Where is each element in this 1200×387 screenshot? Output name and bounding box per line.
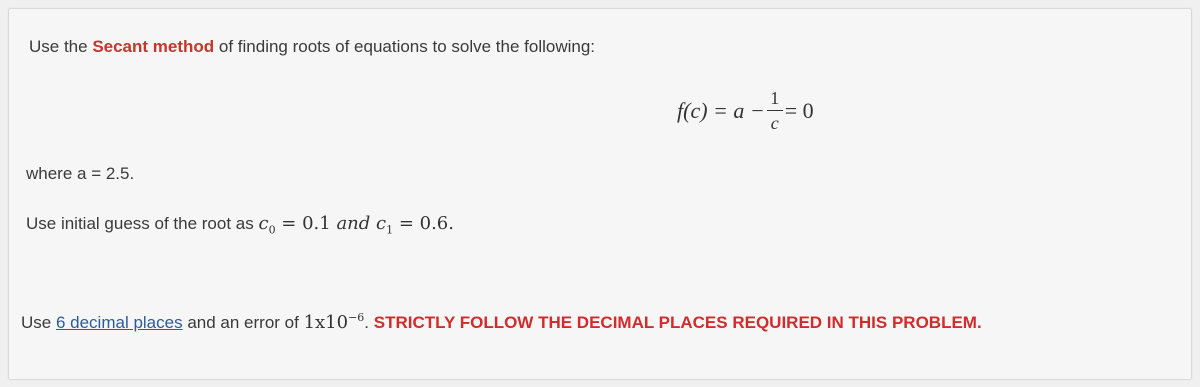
c1-variable: c [376, 213, 387, 234]
guess-math [258, 213, 454, 237]
instruction-line [21, 311, 982, 333]
intro-suffix: of finding roots of equations to solve the following: [214, 37, 596, 56]
and-word: and [336, 213, 377, 234]
c0-subscript: 0 [268, 223, 276, 237]
method-name: Secant method [92, 37, 215, 56]
equation-lhs: f(c) = a − [677, 97, 765, 123]
decimal-places-link[interactable]: 6 decimal places [55, 313, 183, 332]
c0-variable: c [258, 213, 269, 234]
question-card [8, 8, 1192, 380]
instruction-prefix: Use [21, 313, 56, 332]
fraction-bar [767, 110, 783, 111]
error-math [304, 312, 365, 333]
intro-line [29, 37, 595, 57]
equation-fraction [767, 89, 783, 132]
guess-prefix: Use initial guess of the root as [26, 214, 259, 233]
c0-value: = 0.1 [275, 213, 337, 234]
equation-rhs: = 0 [784, 97, 814, 123]
intro-prefix: Use the [29, 37, 93, 56]
where-line: where a = 2.5. [26, 164, 135, 183]
error-base: 1x10 [303, 312, 349, 333]
instruction-middle: and an error of [182, 313, 304, 332]
strict-warning: STRICTLY FOLLOW THE DECIMAL PLACES REQUIRED IN THIS PROBLEM. [373, 313, 982, 332]
equation [677, 89, 814, 132]
c1-subscript: 1 [386, 223, 394, 237]
fraction-numerator: 1 [770, 88, 780, 108]
instruction-period: . [364, 313, 374, 332]
fraction-denominator: c [770, 113, 779, 133]
initial-guess-line [26, 213, 454, 237]
c1-value: = 0.6. [393, 213, 454, 234]
error-exponent: −6 [348, 311, 365, 324]
